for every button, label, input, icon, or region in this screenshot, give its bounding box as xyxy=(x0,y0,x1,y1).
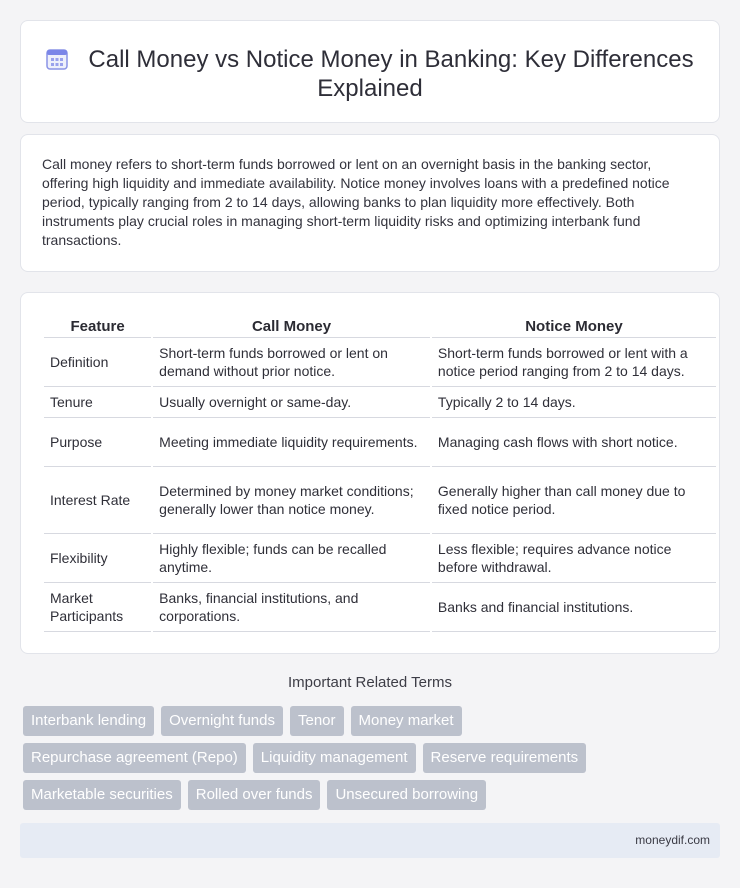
row-feature: Interest Rate xyxy=(44,467,151,534)
row-notice-money: Typically 2 to 14 days. xyxy=(432,387,716,418)
table-header-row xyxy=(44,316,716,338)
related-terms-heading: Important Related Terms xyxy=(288,674,452,691)
header-card xyxy=(20,20,720,123)
row-feature: Flexibility xyxy=(44,534,151,583)
tag-row xyxy=(23,780,703,810)
row-call-money: Determined by money market conditions; generally lower than notice money. xyxy=(153,467,430,534)
row-notice-money: Less flexible; requires advance notice before withdrawal. xyxy=(432,534,716,583)
tag-row xyxy=(23,743,703,773)
intro-card xyxy=(20,134,720,272)
row-notice-money: Generally higher than call money due to fixed notice period. xyxy=(432,467,716,534)
page-title xyxy=(45,45,695,103)
page-title-text: Call Money vs Notice Money in Banking: Key Differences Explained xyxy=(88,46,694,102)
row-notice-money: Managing cash flows with short notice. xyxy=(432,418,716,467)
related-terms-tags xyxy=(23,706,703,817)
row-notice-money: Banks and financial institutions. xyxy=(432,583,716,632)
tag-tenor[interactable]: Tenor xyxy=(290,706,344,736)
comparison-table xyxy=(42,316,718,632)
row-feature: Definition xyxy=(44,338,151,387)
table-row xyxy=(44,338,716,387)
table-row xyxy=(44,583,716,632)
header-call-money: Call Money xyxy=(153,316,430,338)
row-call-money: Highly flexible; funds can be recalled anytime. xyxy=(153,534,430,583)
header xyxy=(21,45,719,103)
tag-unsecured-borrowing[interactable]: Unsecured borrowing xyxy=(327,780,486,810)
row-feature: Market Participants xyxy=(44,583,151,632)
comparison-card xyxy=(20,292,720,654)
row-feature: Purpose xyxy=(44,418,151,467)
tag-row xyxy=(23,706,703,736)
row-call-money: Short-term funds borrowed or lent on demand without prior notice. xyxy=(153,338,430,387)
footer-site: moneydif.com xyxy=(635,833,710,847)
tag-interbank-lending[interactable]: Interbank lending xyxy=(23,706,154,736)
tag-marketable-securities[interactable]: Marketable securities xyxy=(23,780,181,810)
table-row xyxy=(44,534,716,583)
header-feature: Feature xyxy=(44,316,151,338)
tag-reserve-requirements[interactable]: Reserve requirements xyxy=(423,743,587,773)
intro-paragraph: Call money refers to short-term funds borrowed or lent on an overnight basis in the banking sector, offering high liquidity and immediate availability. Notice money involves loans with a predefined notice period, typically ranging from 2 to 14 days, allowing banks to plan liquidity more effectively. Both instruments play crucial roles in managing short-term liquidity risks and optimizing interbank fund transactions. xyxy=(42,156,670,248)
tag-overnight-funds[interactable]: Overnight funds xyxy=(161,706,283,736)
table-row xyxy=(44,387,716,418)
header-notice-money: Notice Money xyxy=(432,316,716,338)
tag-rolled-over-funds[interactable]: Rolled over funds xyxy=(188,780,321,810)
row-call-money: Banks, financial institutions, and corporations. xyxy=(153,583,430,632)
calendar-icon xyxy=(46,48,68,70)
row-call-money: Usually overnight or same-day. xyxy=(153,387,430,418)
footer xyxy=(20,823,720,858)
tag-liquidity-management[interactable]: Liquidity management xyxy=(253,743,416,773)
row-feature: Tenure xyxy=(44,387,151,418)
table-row xyxy=(44,467,716,534)
tag-money-market[interactable]: Money market xyxy=(351,706,462,736)
table-row xyxy=(44,418,716,467)
row-call-money: Meeting immediate liquidity requirements. xyxy=(153,418,430,467)
row-notice-money: Short-term funds borrowed or lent with a notice period ranging from 2 to 14 days. xyxy=(432,338,716,387)
tag-repurchase-agreement[interactable]: Repurchase agreement (Repo) xyxy=(23,743,246,773)
